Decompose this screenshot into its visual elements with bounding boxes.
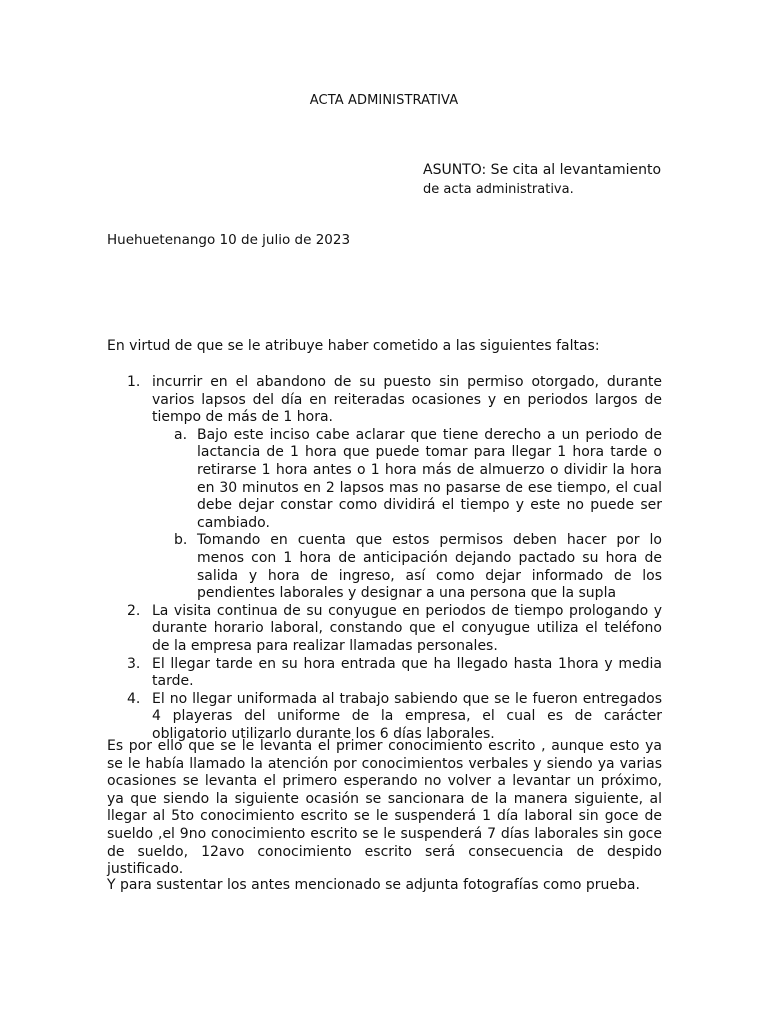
subject-line-1: ASUNTO: Se cita al levantamiento: [423, 162, 662, 178]
list-marker: 2.: [127, 602, 141, 619]
list-marker: 1.: [127, 374, 141, 390]
place-date: Huehuetenango 10 de julio de 2023: [107, 232, 351, 248]
list-item: [107, 691, 662, 744]
sub-list-marker: b.: [174, 532, 188, 549]
subject-block: [423, 161, 668, 199]
sub-list-item: [107, 427, 662, 533]
subject-line-2: de acta administrativa.: [423, 182, 574, 197]
sub-list-item-text: Tomando en cuenta que estos permisos deben hacer por lo menos con 1 hora de anticipación dejando pactado su hora de salida y hora de ingreso, así como dejar informado de los pendientes laborales y designar a una persona que la supla: [197, 532, 662, 602]
list-marker: 4.: [127, 690, 141, 707]
list-item-text: El no llegar uniformada al trabajo sabiendo que se le fueron entregados 4 playeras del uniforme de la empresa, el cual es de carácter obligatorio utilizarlo durante los 6 días laborales.: [152, 690, 662, 742]
list-item-text: La visita continua de su conyugue en periodos de tiempo prologando y durante horario laboral, constando que el conyugue utiliza el teléfono de la empresa para realizar llamadas personales.: [152, 602, 662, 654]
list-marker: 3.: [127, 655, 141, 672]
intro-text: En virtud de que se le atribuye haber cometido a las siguientes faltas:: [107, 338, 600, 354]
evidence-paragraph: Y para sustentar los antes mencionado se adjunta fotografías como prueba.: [107, 877, 640, 893]
list-item: [107, 656, 662, 691]
list-item-text: El llegar tarde en su hora entrada que ha llegado hasta 1hora y media tarde.: [152, 655, 662, 690]
list-item: [107, 374, 662, 427]
list-item-text: incurrir en el abandono de su puesto sin permiso otorgado, durante varios lapsos del día en reiteradas ocasiones y en periodos largos de tiempo de más de 1 hora.: [152, 374, 662, 426]
document-title: ACTA ADMINISTRATIVA: [309, 93, 459, 108]
faults-list: [107, 374, 662, 743]
sanction-paragraph: Es por ello que se le levanta el primer conocimiento escrito , aunque esto ya se le había llamado la atención por conocimientos verbales y siendo ya varias ocasiones se levanta el primero esperando no volver a levantar un próximo, ya que siendo la siguiente ocasión se sancionara de la manera siguiente, al llegar al 5to conocimiento escrito se le suspenderá 1 día laboral sin goce de sueldo ,el 9no conocimiento escrito se le suspenderá 7 días laborales sin goce de sueldo, 12avo conocimiento escrito será consecuencia de despido justificado.: [107, 738, 662, 878]
sub-list-item: [107, 532, 662, 602]
sub-list-item-text: Bajo este inciso cabe aclarar que tiene derecho a un periodo de lactancia de 1 hora que puede tomar para llegar 1 hora tarde o retirarse 1 hora antes o 1 hora más de almuerzo o dividir la hora en 30 minutos en 2 lapsos mas no pasarse de ese tiempo, el cual debe dejar constar como dividirá el tiempo y este no puede ser cambiado.: [197, 426, 662, 531]
sub-list-marker: a.: [174, 426, 188, 443]
list-item: [107, 603, 662, 656]
